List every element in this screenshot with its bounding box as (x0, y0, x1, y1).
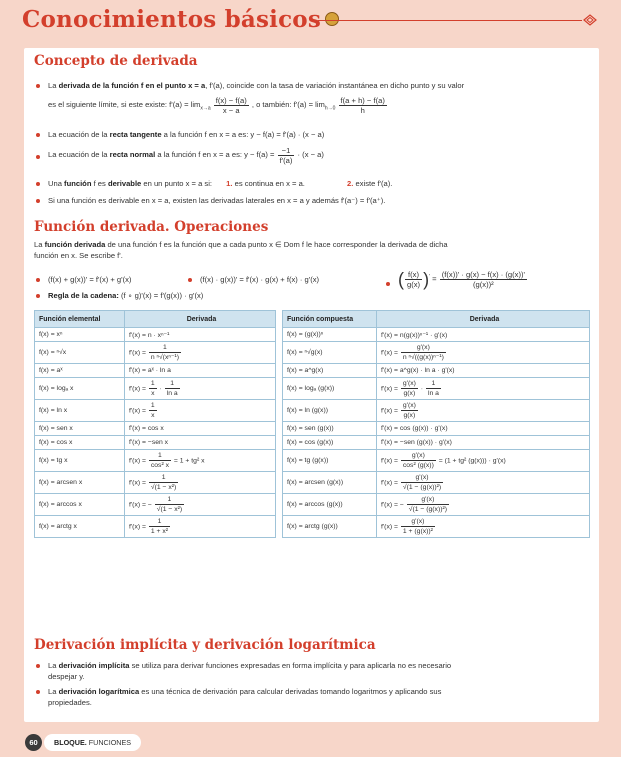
derivada-cell: f'(x) = $\frac{g'(x)}{\text{cos² (g(x))}}$ = (1 + tg² (g(x))) · g'(x) (377, 450, 590, 472)
table-row (283, 400, 590, 422)
fraction: $\frac{1}{x}$ (150, 402, 155, 419)
tabla-funciones-elementales (34, 310, 276, 538)
table-row (283, 422, 590, 436)
derivada-cell (125, 516, 276, 538)
derivacion-logaritmica: La derivación logarítmica es una técnica de derivación para calcular derivadas tomando logaritmos y aplicando sus propiedades. (48, 687, 442, 707)
funcion-cell: f(x) = arccos (g(x)) (283, 494, 377, 516)
funcion-cell: f(x) = logₐ (g(x)) (283, 378, 377, 400)
regla-cociente: ( $\frac{f(x)}{g(x)}$ )' = $\frac{(f(x))' \cdot g(x) - f(x) \cdot (g(x))'}{\text{(g(x))²}}$ (398, 269, 525, 290)
fraction: $\frac{g'(x)}{\text{√(1 − (g(x))²)}}$ (408, 496, 447, 513)
fraction: $\frac{(f(x))' \cdot g(x) - f(x) \cdot (g(x))'}{\text{(g(x))²}}$ (441, 270, 525, 290)
recta-normal: La ecuación de la recta normal a la función f en x = a es: y − f(a) = $\frac{-1}{f'(a)}$ · (x − a) (48, 145, 324, 165)
fraction: $\frac{1}{\text{√(1 − x²)}}$ (150, 474, 177, 491)
derivada-cell (377, 328, 590, 342)
table-row (35, 436, 276, 450)
derivada-cell (377, 516, 590, 538)
derivada-cell: f'(x) = $\frac{g'(x)}{g(x)}$ · $\frac{1}{\text{ln a}}$ (377, 378, 590, 400)
derivada-prefix: f'(x) = (381, 523, 398, 531)
bullet-icon (36, 664, 40, 668)
fraction: $\frac{-1}{f'(a)}$ (279, 145, 293, 165)
bullet-icon (386, 282, 390, 286)
derivada-formula: f'(x) = −sen x (129, 439, 169, 446)
funcion-cell: f(x) = ln x (35, 400, 125, 422)
bullet-icon (36, 133, 40, 137)
funcion-derivada-intro: La función derivada de una función f es la función que a cada punto x ∈ Dom f le hace corresponder la derivada de dicha función en x. Se escribe f'. (34, 240, 448, 260)
table-row (35, 328, 276, 342)
fraction: $\frac{g'(x)}{g(x)}$ (402, 402, 416, 419)
funcion-cell: f(x) = ⁿ√x (35, 342, 125, 364)
derivada-prefix: f'(x) = (129, 407, 146, 415)
footer-label: BLOQUE. FUNCIONES (44, 734, 141, 751)
table-row (35, 400, 276, 422)
funcion-cell: f(x) = logₐ x (35, 378, 125, 400)
derivada-prefix: f'(x) = (381, 407, 398, 415)
table-row (283, 436, 590, 450)
table-header: Función compuesta (283, 311, 377, 328)
table-row (35, 378, 276, 400)
derivada-cell (125, 436, 276, 450)
bullet-icon (36, 278, 40, 282)
derivada-cell (377, 494, 590, 516)
table-row (35, 422, 276, 436)
funcion-cell: f(x) = ⁿ√g(x) (283, 342, 377, 364)
funcion-cell: f(x) = tg (g(x)) (283, 450, 377, 472)
funcion-cell: f(x) = a^g(x) (283, 364, 377, 378)
funcion-cell: f(x) = sen x (35, 422, 125, 436)
bullet-icon (36, 294, 40, 298)
tabla-funciones-compuestas (282, 310, 590, 538)
derivada-cell (377, 472, 590, 494)
derivada-prefix: f'(x) = (129, 457, 146, 465)
derivada-prefix: f'(x) = (381, 457, 398, 465)
funcion-cell: f(x) = sen (g(x)) (283, 422, 377, 436)
derivada-cell (125, 494, 276, 516)
derivada-formula: f'(x) = cos x (129, 425, 164, 432)
derivada-cell (125, 472, 276, 494)
derivadas-laterales: Si una función es derivable en x = a, existen las derivadas laterales en x = a y además f'(a⁻) = f'(a⁺). (48, 196, 386, 205)
derivada-cell (377, 400, 590, 422)
funcion-cell: f(x) = tg x (35, 450, 125, 472)
fraction: $\frac{1}{\text{cos² x}}$ (150, 452, 170, 469)
section-heading-implicita: Derivación implícita y derivación logarítmica (34, 637, 376, 653)
fraction: $\frac{f(a + h) - f(a)}{h}$ (340, 95, 385, 115)
table-row (283, 364, 590, 378)
funcion-cell: f(x) = cos x (35, 436, 125, 450)
section-heading-operaciones: Función derivada. Operaciones (34, 219, 269, 235)
derivabilidad: Una función f es derivable en un punto x = a si: 1. es continua en x = a. 2. existe f'(a). (48, 179, 393, 188)
fraction: $\frac{g'(x)}{\text{n ⁿ√((g(x))ⁿ⁻¹)}}$ (402, 344, 444, 361)
table-row (35, 450, 276, 472)
derivada-prefix: f'(x) = (381, 349, 398, 357)
regla-producto: (f(x) · g(x))' = f'(x) · g(x) + f(x) · g'(x) (200, 275, 320, 284)
derivacion-implicita: La derivación implícita se utiliza para derivar funciones expresadas en forma implícita y para aplicarla no es necesario despejar y. (48, 661, 452, 681)
derivada-cell (125, 400, 276, 422)
fraction: $\frac{1}{\text{√(1 − x²)}}$ (156, 496, 183, 513)
derivada-cell (125, 422, 276, 436)
fraction: $\frac{1}{\text{1 + x²}}$ (150, 518, 169, 535)
derivada-prefix: f'(x) = − (381, 501, 404, 509)
funcion-cell: f(x) = aˣ (35, 364, 125, 378)
funcion-cell: f(x) = arcsen (g(x)) (283, 472, 377, 494)
regla-suma: (f(x) + g(x))' = f'(x) + g'(x) (48, 275, 132, 284)
table-row (283, 342, 590, 364)
derivada-formula: f'(x) = cos (g(x)) · g'(x) (381, 425, 448, 432)
funcion-cell: f(x) = (g(x))ⁿ (283, 328, 377, 342)
table-row (283, 450, 590, 472)
derivada-cell: f'(x) = $\frac{1}{x}$ · $\frac{1}{\text{ln a}}$ (125, 378, 276, 400)
derivada-prefix: f'(x) = (129, 523, 146, 531)
title-divider (318, 20, 582, 21)
bullet-icon (188, 278, 192, 282)
funcion-cell: f(x) = arcsen x (35, 472, 125, 494)
funcion-cell: f(x) = arccos x (35, 494, 125, 516)
table-header: Derivada (377, 311, 590, 328)
table-header: Función elemental (35, 311, 125, 328)
concepto-limite: es el siguiente límite, si este existe: $f'(a) = \lim_{x\to a}$ $\frac{f(x) - f(a)}{x - a}$ , o también: $f'(a) = \lim_{h\to 0}$ $\frac{f(a + h) - f(a)}{h}$ (48, 95, 385, 115)
recta-tangente: La ecuación de la recta tangente a la función f en x = a es: y − f(a) = f'(a) · (x − a) (48, 130, 325, 139)
derivada-prefix: f'(x) = (129, 479, 146, 487)
fraction: $\frac{g'(x)}{\text{√(1 − (g(x))²)}}$ (402, 474, 442, 491)
derivada-cell (125, 342, 276, 364)
table-row (283, 328, 590, 342)
derivada-cell (377, 364, 590, 378)
funcion-cell: f(x) = xⁿ (35, 328, 125, 342)
bullet-icon (36, 84, 40, 88)
derivada-cell (377, 422, 590, 436)
table-row (283, 378, 590, 400)
funcion-cell: f(x) = arctg (g(x)) (283, 516, 377, 538)
derivada-formula: f'(x) = n(g(x))ⁿ⁻¹ · g'(x) (381, 331, 448, 339)
derivada-formula: f'(x) = −sen (g(x)) · g'(x) (381, 439, 452, 446)
table-row (35, 342, 276, 364)
bullet-icon (36, 182, 40, 186)
derivada-formula: f'(x) = n · xⁿ⁻¹ (129, 331, 170, 339)
funcion-cell: f(x) = ln (g(x)) (283, 400, 377, 422)
derivada-prefix: f'(x) = − (129, 501, 152, 509)
fraction: $\frac{1}{\text{ln a}}$ (427, 380, 439, 397)
bullet-icon (36, 155, 40, 159)
concepto-definicion: La derivada de la función f en el punto x = a, f'(a), coincide con la tasa de variación instantánea en dicho punto y su valor (48, 81, 465, 90)
fraction: $\frac{1}{\text{ln a}}$ (166, 380, 178, 397)
derivada-formula: f'(x) = aˣ · ln a (129, 367, 171, 374)
page-number: 60 (25, 734, 42, 751)
funcion-cell: f(x) = cos (g(x)) (283, 436, 377, 450)
derivada-cell (377, 436, 590, 450)
derivada-cell (377, 342, 590, 364)
fraction: $\frac{1}{\text{n ⁿ√(xⁿ⁻¹)}}$ (150, 344, 180, 361)
regla-cadena: Regla de la cadena: (f ∘ g)'(x) = f'(g(x)) · g'(x) (48, 291, 204, 300)
table-header: Derivada (125, 311, 276, 328)
fraction: $\frac{1}{x}$ (150, 380, 155, 397)
fraction: $\frac{g'(x)}{\text{cos² (g(x))}}$ (402, 452, 434, 469)
bullet-icon (36, 690, 40, 694)
brain-icon (325, 12, 339, 26)
derivada-cell (125, 364, 276, 378)
fraction: $\frac{f(x)}{g(x)}$ (407, 270, 421, 290)
table-row (283, 472, 590, 494)
fraction: $\frac{f(x) - f(a)}{x - a}$ (215, 95, 247, 115)
derivada-cell: f'(x) = $\frac{1}{\text{cos² x}}$ = 1 + tg² x (125, 450, 276, 472)
table-row (283, 494, 590, 516)
table-row (283, 516, 590, 538)
table-row (35, 516, 276, 538)
bullet-icon (36, 199, 40, 203)
derivada-prefix: f'(x) = (381, 385, 398, 393)
fraction: $\frac{g'(x)}{\text{1 + (g(x))²}}$ (402, 518, 433, 535)
section-heading-concepto: Concepto de derivada (34, 53, 198, 69)
derivada-formula: f'(x) = a^g(x) · ln a · g'(x) (381, 367, 455, 374)
table-row (35, 494, 276, 516)
table-row (35, 472, 276, 494)
funcion-cell: f(x) = arctg x (35, 516, 125, 538)
derivada-prefix: f'(x) = (129, 349, 146, 357)
derivada-cell (125, 328, 276, 342)
diamond-ornament-icon (583, 13, 597, 27)
table-row (35, 364, 276, 378)
derivada-prefix: f'(x) = (129, 385, 146, 393)
content-card (24, 48, 599, 722)
page-title: Conocimientos básicos (22, 6, 339, 33)
fraction: $\frac{g'(x)}{g(x)}$ (402, 380, 416, 397)
derivada-prefix: f'(x) = (381, 479, 398, 487)
